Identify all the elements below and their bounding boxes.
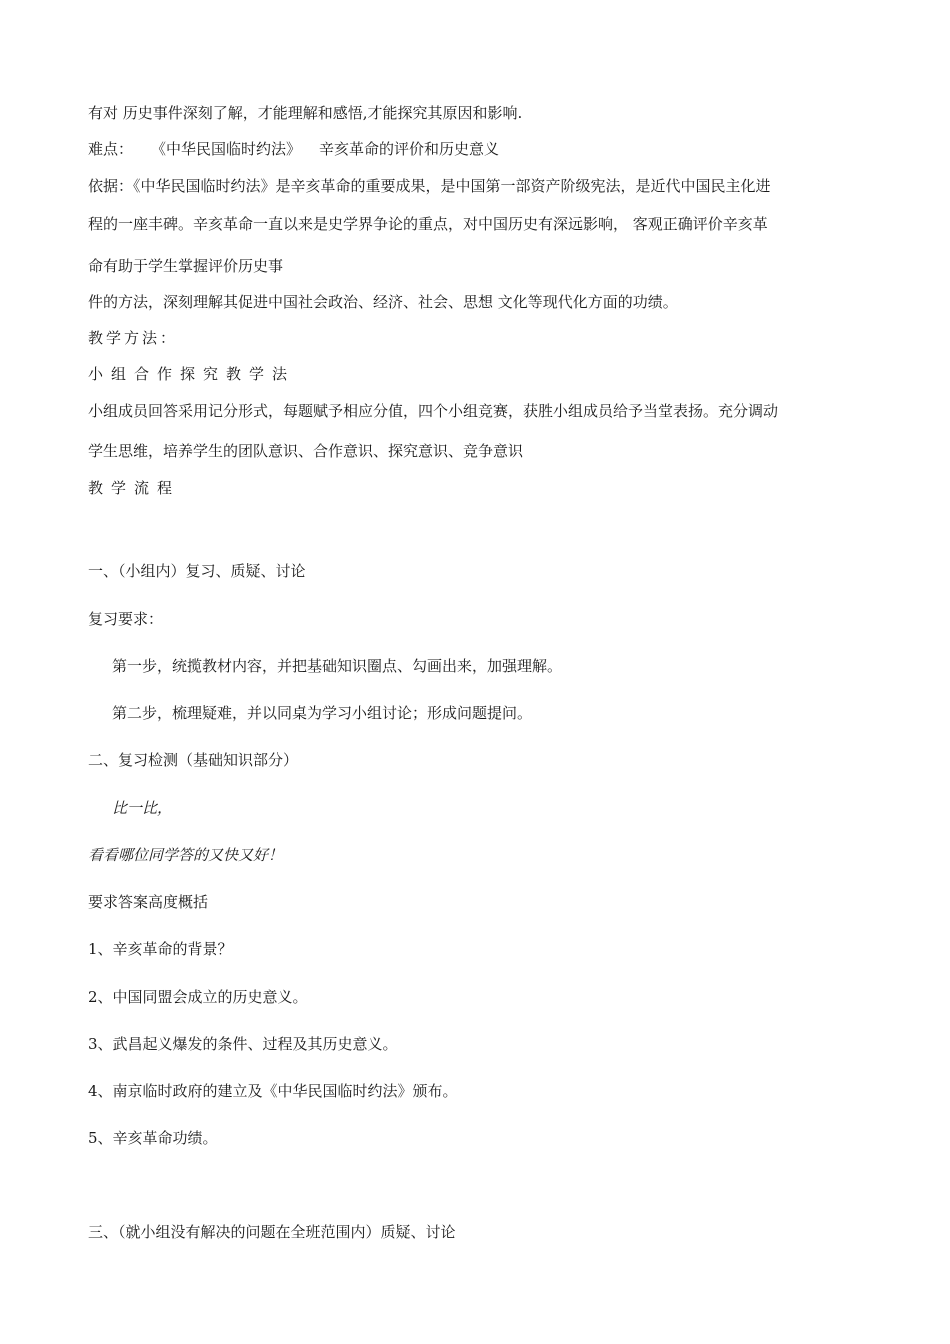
method-title: 教学方法： bbox=[88, 329, 179, 347]
difficulty-item-constitution: 《中华民国临时约法》 bbox=[151, 140, 302, 158]
method-name: 小组合作探究教学法 bbox=[88, 365, 296, 383]
difficulty-label: 难点： bbox=[88, 140, 134, 158]
basis-line-4: 件的方法，深刻理解其促进中国社会政治、经济、社会、思想 文化等现代化方面的功绩。 bbox=[88, 293, 678, 311]
review-requirement: 复习要求： bbox=[88, 610, 164, 628]
basis-line-2: 程的一座丰碑。辛亥革命一直以来是史学界争论的重点，对中国历史有深远影响， 客观正确评价辛亥革 bbox=[88, 215, 768, 233]
section-2-title: 二、复习检测（基础知识部分） bbox=[88, 751, 299, 769]
method-desc-line-2: 学生思维，培养学生的团队意识、合作意识、探究意识、竞争意识 bbox=[88, 442, 524, 460]
step-1: 第一步，统揽教材内容，并把基础知识圈点、勾画出来，加强理解。 bbox=[112, 657, 563, 675]
flow-title: 教学流程 bbox=[88, 479, 181, 497]
paragraph-intro: 有对 历史事件深刻了解，才能理解和感悟,才能探究其原因和影响. bbox=[88, 104, 523, 122]
see-who-text: 看看哪位同学答的又快又好！ bbox=[88, 846, 284, 864]
question-item: 2、中国同盟会成立的历史意义。 bbox=[88, 988, 308, 1006]
basis-line-1: 依据：《中华民国临时约法》是辛亥革命的重要成果，是中国第一部资产阶级宪法，是近代中国民主化进 bbox=[88, 177, 771, 195]
compare-text: 比一比， bbox=[112, 799, 173, 817]
question-item: 1、辛亥革命的背景？ bbox=[88, 940, 233, 958]
question-item: 3、武昌起义爆发的条件、过程及其历史意义。 bbox=[88, 1035, 398, 1053]
section-1-title: 一、（小组内）复习、质疑、讨论 bbox=[88, 562, 306, 580]
section-3-title: 三、（就小组没有解决的问题在全班范围内）质疑、讨论 bbox=[88, 1223, 456, 1241]
difficulty-item-evaluation: 辛亥革命的评价和历史意义 bbox=[319, 140, 500, 158]
answer-requirement: 要求答案高度概括 bbox=[88, 893, 209, 911]
step-2: 第二步，梳理疑难，并以同桌为学习小组讨论；形成问题提问。 bbox=[112, 704, 533, 722]
difficulty-line bbox=[88, 139, 499, 159]
basis-line-3: 命有助于学生掌握评价历史事 bbox=[88, 257, 284, 275]
question-item: 4、南京临时政府的建立及《中华民国临时约法》颁布。 bbox=[88, 1082, 458, 1100]
method-desc-line-1: 小组成员回答采用记分形式，每题赋予相应分值，四个小组竞赛，获胜小组成员给予当堂表扬。充分调动 bbox=[88, 402, 779, 420]
question-item: 5、辛亥革命功绩。 bbox=[88, 1129, 218, 1147]
